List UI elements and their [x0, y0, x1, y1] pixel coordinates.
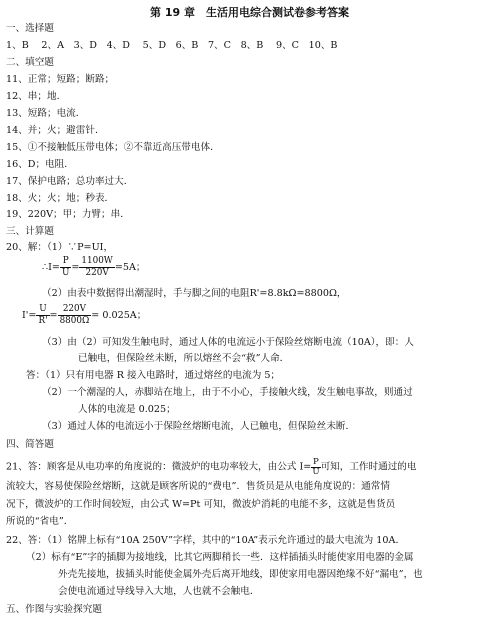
answer-20-conclusion-1: 答：（1）只有用电器 R 接入电路时，通过熔丝的电流为 5； — [26, 370, 281, 381]
denominator: 8800Ω — [59, 315, 90, 326]
numerator: 220V — [58, 305, 92, 316]
answer-15: 15、①不接触低压带电体；②不靠近高压带电体． — [6, 142, 220, 153]
answer-22-line-3: 外壳先接地，拔插头时能使金属外壳后离开地线，即使家用电器因绝缘不好“漏电”，也 — [58, 569, 423, 580]
answer-20-conclusion-2: （2）一个潮湿的人，赤脚站在地上，由于不小心，手接触火线，发生触电事故，则通过 — [42, 387, 413, 398]
answer-21-line-4: 所说的“省电”． — [6, 516, 74, 527]
answer-13: 13、短路；电流． — [6, 108, 86, 119]
answer-20-wet-current-formula — [22, 305, 146, 326]
answer-20-conclusion-2-continued: 人体的电流是 0.025； — [78, 404, 176, 415]
section-calculation-heading: 三、计算题 — [6, 226, 54, 237]
answer-11: 11、正常；短路；断路； — [6, 74, 115, 85]
section-drawing-experiment-heading: 五、作图与实验探究题 — [6, 604, 102, 615]
denominator: U — [312, 466, 320, 477]
answer-21-text-tail: 可知，工作时通过的电 — [320, 461, 417, 473]
multiple-choice-answers: 1、B 2、A 3、D 4、D 5、D 6、B 7、C 8、B 9、C 10、B — [6, 40, 338, 51]
answer-19: 19、220V；甲；力臂；串． — [6, 209, 130, 220]
numerator: U — [36, 305, 49, 316]
fraction-p-over-u — [311, 458, 320, 476]
formula-lhs: I'= — [22, 309, 37, 321]
answer-20-step-3-continued: 已触电，但保险丝未断，所以熔丝不会“救”人命． — [78, 353, 290, 364]
fraction-u-over-r — [36, 305, 49, 326]
answer-18: 18、火；火；地；秒表． — [6, 193, 115, 204]
equals-sign: = — [71, 261, 80, 273]
answer-22-line-2: （2）标有“E”字的插脚为接地线，比其它两脚稍长一些．这样插插头时能使家用电器的金属 — [26, 552, 414, 563]
answer-21-line-1 — [6, 458, 417, 476]
fraction-power-over-voltage — [79, 257, 114, 278]
answer-21-text: 21、答：顾客是从电功率的角度说的：微波炉的电功率较大，由公式 I= — [6, 461, 312, 473]
answer-17: 17、保护电路；总功率过大． — [6, 176, 134, 187]
fraction-voltage-over-resistance — [58, 305, 92, 326]
answer-22-line-4: 会使电流通过导线导入大地，人也就不会触电． — [58, 586, 260, 597]
answer-20-step-3: （3）由（2）可知发生触电时，通过人体的电流远小于保险丝熔断电流（10A），即：人 — [42, 337, 414, 348]
denominator: 220V — [85, 267, 109, 278]
answer-20-step-2: （2）由表中数据得出潮湿时，手与脚之间的电阻R'=8.8kΩ=8800Ω， — [42, 288, 347, 299]
answer-12: 12、串；地． — [6, 91, 67, 102]
answer-14: 14、并；火；避雷针． — [6, 125, 105, 136]
formula-lhs: ∴I= — [42, 261, 60, 273]
equals-sign: = — [49, 309, 58, 321]
numerator: P — [313, 457, 319, 467]
section-fill-in-heading: 二、填空题 — [6, 57, 54, 68]
page-title: 第 19 章 生活用电综合测试卷参考答案 — [150, 6, 349, 19]
denominator: U — [61, 267, 70, 278]
fraction-p-over-u — [60, 257, 71, 278]
section-choice-heading: 一、选择题 — [6, 23, 54, 34]
formula-result: =5A； — [114, 261, 146, 273]
numerator: P — [60, 257, 71, 268]
answer-16: 16、D；电阻． — [6, 159, 74, 170]
answer-20-conclusion-3: （3）通过人体的电流远小于保险丝熔断电流，人已触电，但保险丝未断． — [42, 421, 356, 432]
numerator: 1100W — [81, 256, 113, 266]
answer-22-line-1: 22、答：（1）铭牌上标有“10A 250V”字样，其中的“10A”表示允许通过的最大电流为 10A． — [6, 535, 406, 546]
answer-21-line-2: 流较大，容易使保险丝熔断，这就是顾客所说的“费电”．售货员是从电能角度说的：通常情 — [6, 481, 390, 492]
answer-20-step-1: 20、解：（1）∵P=UI， — [6, 242, 114, 253]
answer-20-current-formula — [42, 257, 146, 278]
denominator: R' — [38, 315, 48, 326]
formula-result: = 0.025A； — [91, 309, 147, 321]
answer-21-line-3: 况下，微波炉的工作时间较短，由公式 W=Pt 可知，微波炉消耗的电能不多，这就是售货员 — [6, 499, 396, 510]
section-short-answer-heading: 四、简答题 — [6, 439, 54, 450]
